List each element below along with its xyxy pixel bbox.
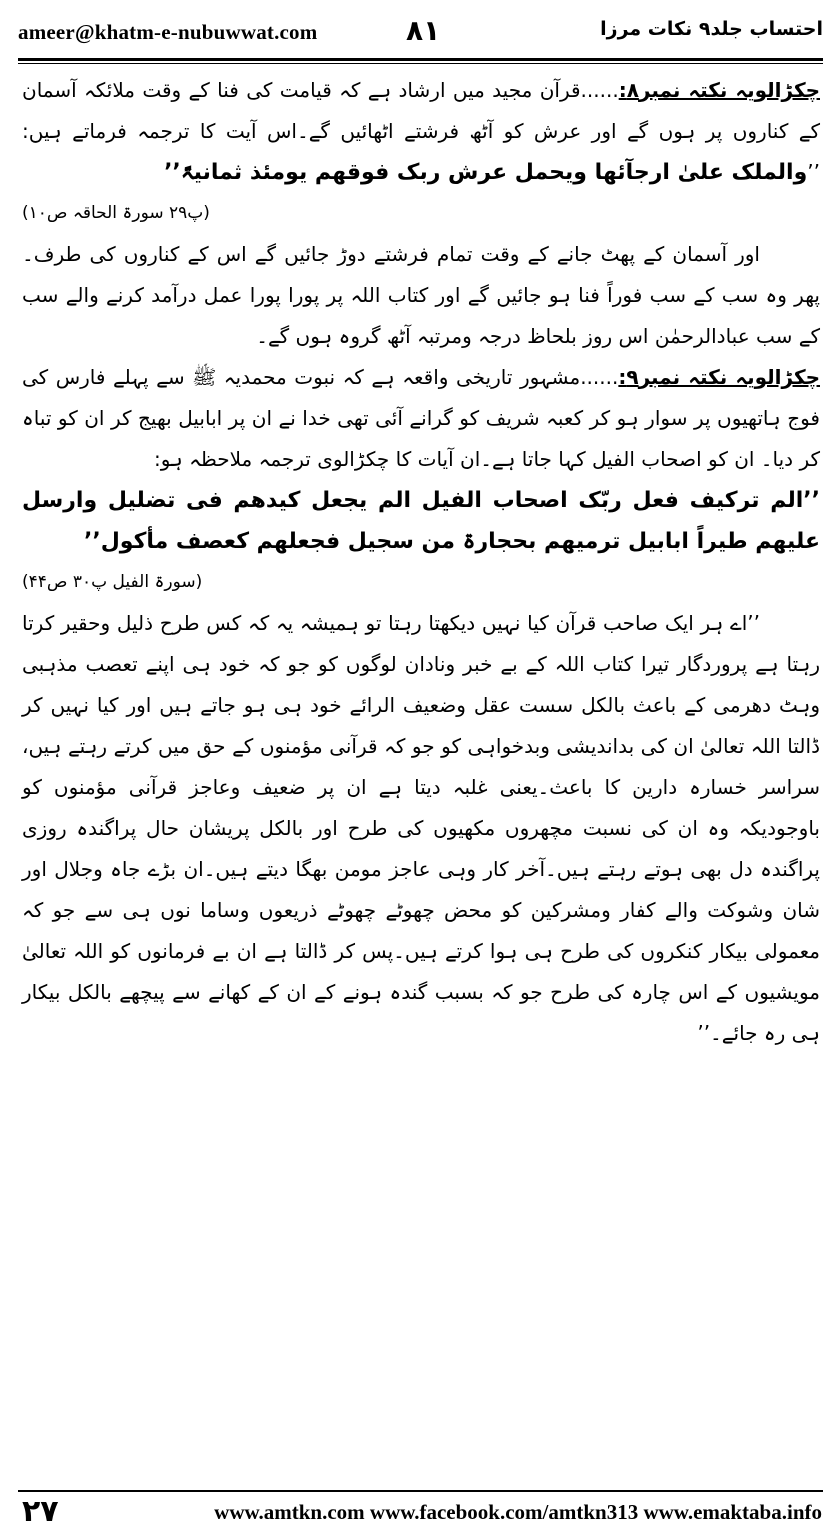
point-9-reference-line xyxy=(22,562,820,603)
header-page-number: ۸۱ xyxy=(406,14,441,47)
point-8-text: ......قرآن مجید میں ارشاد ہے کہ قیامت کی فنا کے وقت ملائکہ آسمان کے کناروں پر ہوں گے اور عرش کو آٹھ فرشتے اٹھائیں گے۔اس آیت کا ترجمہ فرماتے ہیں: ’’ xyxy=(22,78,820,184)
header-book-title: احتساب جلد۹ نکات مرزا xyxy=(600,18,823,40)
page-header xyxy=(18,14,823,54)
point-8-reference-line xyxy=(22,193,820,234)
paragraph-translation-8: اور آسمان کے پھٹ جانے کے وقت تمام فرشتے دوڑ جائیں گے اس کے کناروں کی طرف۔ پھر وہ سب کے سب فوراً فنا ہو جائیں گے اور کتاب اللہ پر پورا پورا عمل درآمد کرنے والے سب کے سب عبادالرحمٰن اس روز بلحاظ درجہ ومرتبہ آٹھ گروہ ہوں گے۔ xyxy=(22,242,820,348)
paragraph-point-9 xyxy=(22,357,820,480)
footer-urls: www.amtkn.com www.facebook.com/amtkn313 www.emaktaba.info xyxy=(214,1500,822,1524)
header-email: ameer@khatm-e-nubuwwat.com xyxy=(18,20,318,44)
point-9-verse: ’’الم ترکیف فعل ربّک اصحاب الفیل الم یجعل کیدھم فی تضلیل وارسل علیھم طیراً ابابیل ترمیھم بحجارۃ من سجیل فجعلھم کعصف مأکول’’ xyxy=(22,488,820,554)
footer-rule xyxy=(18,1490,823,1492)
page-body xyxy=(22,70,820,1054)
point-9-heading: چکڑالویہ نکتہ نمبر۹: xyxy=(618,365,820,389)
header-rule-thick xyxy=(18,58,823,61)
point-8-heading: چکڑالویہ نکتہ نمبر۸: xyxy=(618,78,820,102)
point-9-text: ......مشہور تاریخی واقعہ ہے کہ نبوت محمدیہ ﷺ سے پہلے فارس کی فوج ہاتھیوں پر سوار ہو کر کعبہ شریف کو گرانے آئی تھی خدا نے ان پر ابابیل بھیج کر ان کو تباہ کر دیا۔ ان کو اصحاب الفیل کہا جاتا ہے۔ان آیات کا چکڑالوی ترجمہ ملاحظہ ہو: xyxy=(22,365,820,471)
paragraph-point-8 xyxy=(22,70,820,193)
footer-page-number: ۲۷ xyxy=(22,1494,59,1529)
point-8-verse: والملک علیٰ ارجآئھا ویحمل عرش ربک فوقھم یومئذ ثمانیۃً’’ xyxy=(164,160,808,185)
point-9-reference: (سورۃ الفیل پ۳۰ ص۴۴) xyxy=(22,572,203,592)
point-8-reference: (پ۲۹ سورۃ الحاقہ ص۱۰) xyxy=(22,203,210,223)
header-rule-thin xyxy=(18,63,823,64)
paragraph-translation-9: ’’اے ہر ایک صاحب قرآن کیا نہیں دیکھتا رہتا تو ہمیشہ یہ کہ کس طرح ذلیل وحقیر کرتا رہتا ہے پروردگار تیرا کتاب اللہ کے بے خبر ونادان لوگوں کو جو کہ خود ہی اپنے تعصب مذہبی وہٹ دھرمی کے باعث بالکل سست عقل وضعیف الرائے خود ہی ہو جاتے ہیں اور کیا نہیں کر ڈالتا اللہ تعالیٰ ان کی بداندیشی وبدخواہی کو جو کہ قرآنی مؤمنوں کے حق میں کرتے رہتے ہیں، سراسر خسارہ دارین کا باعث۔یعنی غلبہ دیتا ہے ان پر ضعیف وعاجز قرآنی مؤمنوں کو باوجودیکہ وہ ان کی نسبت مچھروں مکھیوں کی طرح اور بالکل پریشان حال پراگندہ روزی پراگندہ دل بھی ہوتے رہتے ہیں۔آخر کار وہی عاجز مومن بھگا دیتے ہیں۔ان بڑے جاہ وجلال اور شان وشوکت والے کفار ومشرکین کو محض چھوٹے چھوٹے ذریعوں وساما نوں ہی سے جو کہ معمولی بیکار کنکروں کی طرح ہی ہوا کرتے ہیں۔پس کر ڈالتا ہے ان بے فرمانوں کو اللہ تعالیٰ مویشیوں کے اس چارہ کی طرح جو کہ بسبب گندہ ہونے کے ان کے کھانے سے پیچھے بالکل بیکار ہی رہ جائے۔’’ xyxy=(22,611,820,1045)
